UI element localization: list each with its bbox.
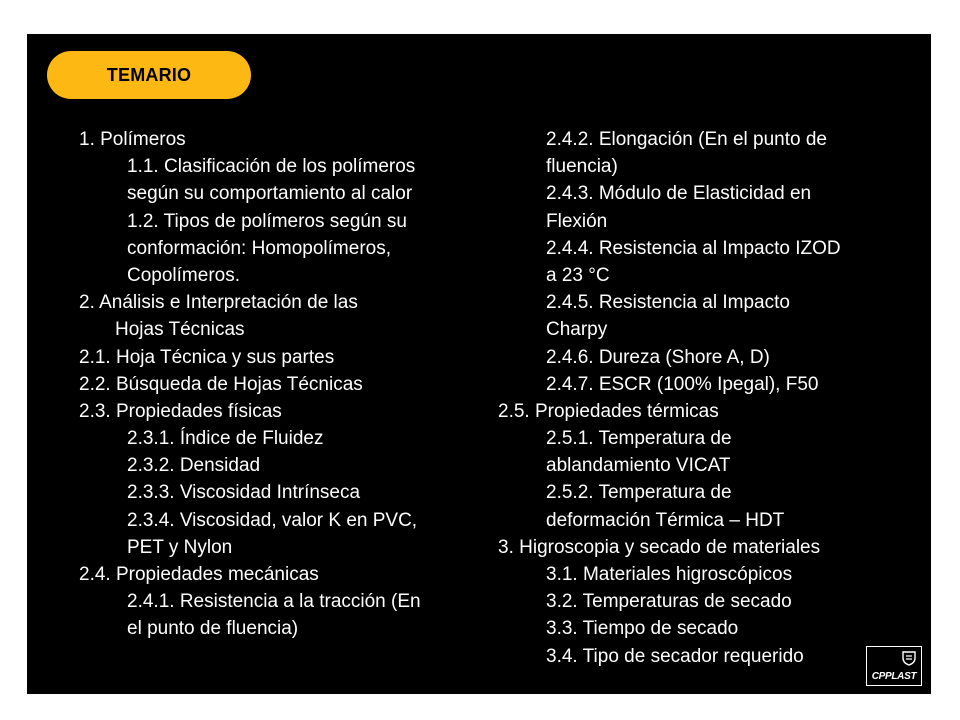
topic-item: 2.3.4. Viscosidad, valor K en PVC,: [127, 509, 418, 531]
topic-item: 2.4.5. Resistencia al Impacto: [546, 292, 790, 314]
topic-item: 1.2. Tipos de polímeros según su: [127, 210, 407, 232]
topic-item: Copolímeros.: [127, 264, 240, 286]
topics-left-column: [79, 126, 459, 643]
topic-item: 2.3.1. Índice de Fluidez: [127, 428, 324, 450]
topic-item: 3.1. Materiales higroscópicos: [546, 564, 793, 585]
shield-icon: [901, 650, 917, 666]
topic-item: a 23 °C: [546, 264, 610, 286]
topic-item: Hojas Técnicas: [115, 319, 245, 341]
topic-item: 2.3. Propiedades físicas: [79, 400, 282, 422]
topic-item: 2.2. Búsqueda de Hojas Técnicas: [79, 373, 363, 395]
topic-item: 2.4.7. ESCR (100% Ipegal), F50: [546, 373, 819, 395]
topic-item: conformación: Homopolímeros,: [127, 237, 391, 259]
topic-item: PET y Nylon: [127, 536, 233, 558]
topic-item: Flexión: [546, 210, 608, 232]
topic-item: 2.5.1. Temperatura de: [546, 428, 732, 450]
topic-item: 2.5.2. Temperatura de: [546, 482, 732, 504]
topic-item: 2.4.3. Módulo de Elasticidad en: [546, 183, 812, 205]
topic-item: 1. Polímeros: [79, 129, 186, 150]
topic-item: el punto de fluencia): [127, 618, 299, 640]
topic-item: 2.5. Propiedades térmicas: [498, 400, 719, 422]
topic-item: deformación Térmica – HDT: [546, 509, 785, 531]
topic-item: 2.3.3. Viscosidad Intrínseca: [127, 482, 361, 504]
topic-item: 2.4.1. Resistencia a la tracción (En: [127, 591, 421, 613]
logo-text: CPPLAST: [871, 671, 917, 682]
topic-item: fluencia): [546, 156, 618, 178]
company-logo: [866, 646, 922, 686]
title-badge: [47, 51, 251, 99]
topic-item: 3.2. Temperaturas de secado: [546, 591, 792, 613]
topic-item: 3.4. Tipo de secador requerido: [546, 645, 804, 667]
topic-item: ablandamiento VICAT: [546, 455, 731, 477]
topic-item: según su comportamiento al calor: [127, 183, 413, 205]
topic-item: 2.4.6. Dureza (Shore A, D): [546, 346, 770, 368]
topic-item: 2.4. Propiedades mecánicas: [79, 564, 319, 585]
topic-item: 3. Higroscopia y secado de materiales: [498, 536, 821, 558]
topic-item: 2. Análisis e Interpretación de las: [79, 292, 358, 314]
topics-right-column: [498, 126, 878, 670]
topic-item: 1.1. Clasificación de los polímeros: [127, 156, 416, 178]
topic-item: 2.3.2. Densidad: [127, 455, 261, 477]
topic-item: 3.3. Tiempo de secado: [546, 618, 739, 640]
topic-item: 2.1. Hoja Técnica y sus partes: [79, 346, 335, 368]
topic-item: 2.4.2. Elongación (En el punto de: [546, 129, 827, 150]
page-title: TEMARIO: [106, 64, 192, 85]
topic-item: 2.4.4. Resistencia al Impacto IZOD: [546, 237, 841, 259]
topic-item: Charpy: [546, 319, 608, 341]
